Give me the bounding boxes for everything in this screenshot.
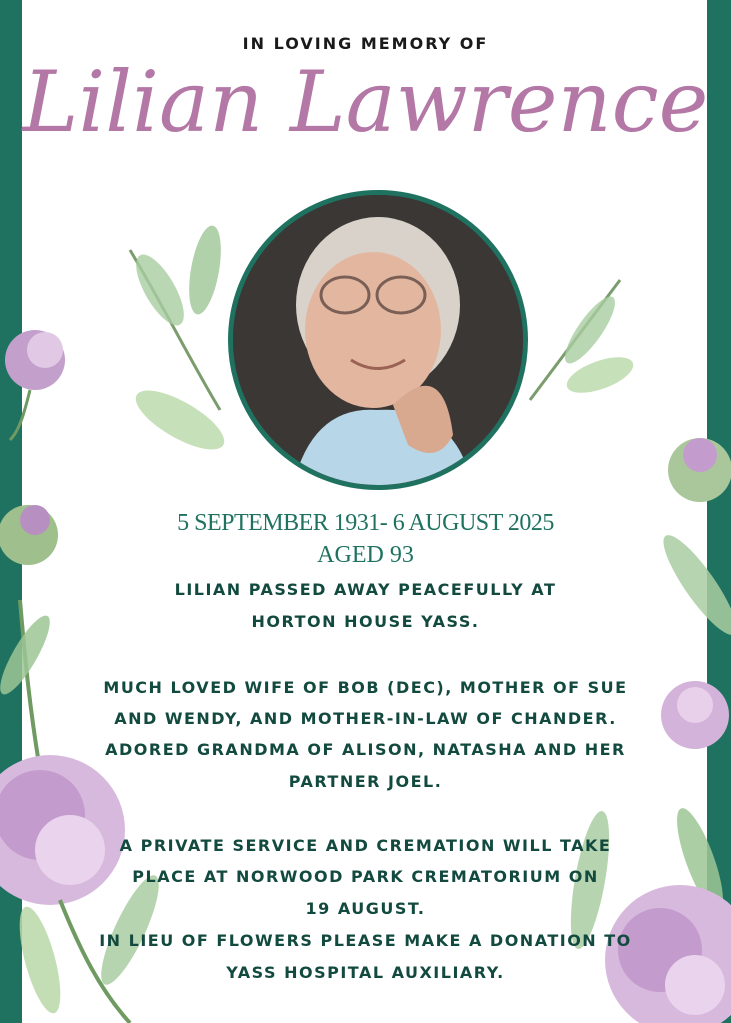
message-line-9: 19 AUGUST. <box>305 899 426 918</box>
portrait-photo <box>228 190 528 490</box>
message-line-3: MUCH LOVED WIFE OF BOB (DEC), MOTHER OF SUE <box>103 678 628 697</box>
message-line-11: YASS HOSPITAL AUXILIARY. <box>226 963 505 982</box>
message-line-5: ADORED GRANDMA OF ALISON, NATASHA AND HER <box>105 740 626 759</box>
age-text: AGED 93 <box>317 542 414 568</box>
message-line-2: HORTON HOUSE YASS. <box>251 612 480 631</box>
life-dates: 5 SEPTEMBER 1931- 6 AUGUST 2025 <box>177 510 554 536</box>
leaf-sprig-right-decoration <box>520 270 630 420</box>
message-line-4: AND WENDY, AND MOTHER-IN-LAW OF CHANDER. <box>114 709 617 728</box>
peony-bloom-bottom-left-decoration <box>0 600 200 1023</box>
deceased-name: Lilian Lawrence <box>22 53 709 151</box>
message-line-7: A PRIVATE SERVICE AND CREMATION WILL TAKE <box>119 836 612 855</box>
message-line-6: PARTNER JOEL. <box>288 772 443 791</box>
message-line-1: LILIAN PASSED AWAY PEACEFULLY AT <box>174 580 557 599</box>
message-line-8: PLACE AT NORWOOD PARK CREMATORIUM ON <box>132 867 599 886</box>
peony-bud-top-left-decoration <box>0 320 80 440</box>
message-line-10: IN LIEU OF FLOWERS PLEASE MAKE A DONATION TO <box>99 931 632 950</box>
in-loving-memory-heading: IN LOVING MEMORY OF <box>242 34 489 53</box>
